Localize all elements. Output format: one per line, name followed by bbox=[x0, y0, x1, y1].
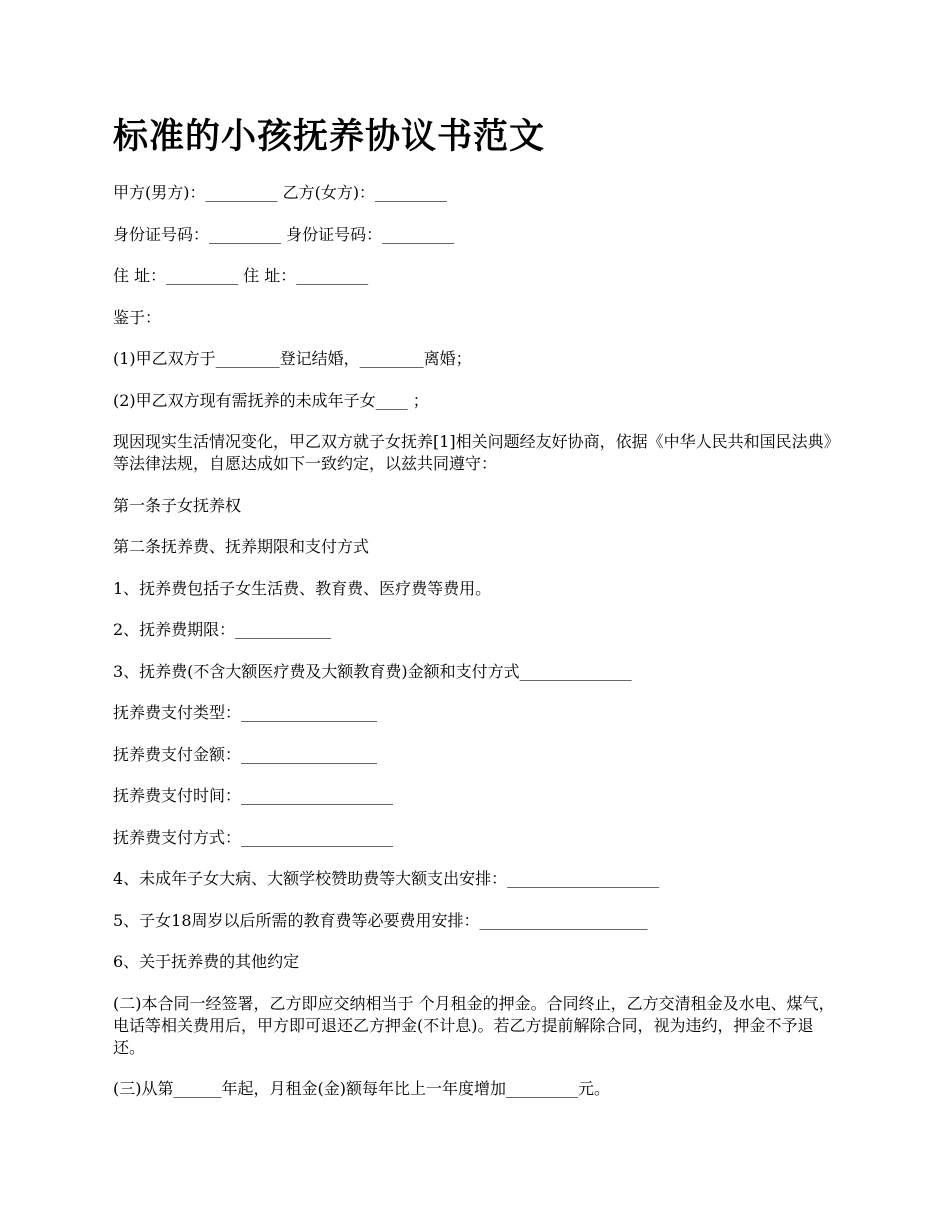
address-line: 住 址：_________ 住 址：_________ bbox=[113, 266, 369, 285]
whereas-item-2: (2)甲乙双方现有需抚养的未成年子女____ ； bbox=[113, 390, 429, 410]
id-number-line: 身份证号码：_________ 身份证号码：_________ bbox=[113, 224, 455, 244]
clause-2: 2、抚养费期限：____________ bbox=[113, 620, 332, 639]
party-names-line: 甲方(男方)：_________ 乙方(女方)：_________ bbox=[113, 183, 448, 202]
document-title: 标准的小孩抚养协议书范文 bbox=[113, 116, 546, 157]
clause-1: 1、抚养费包括子女生活费、教育费、医疗费等费用。 bbox=[113, 578, 492, 598]
preamble-paragraph: 现因现实生活情况变化，甲乙双方就子女抚养[1]相关问题经友好协商，依据《中华人民共和国民法典》等法律法规，自愿达成如下一致约定，以兹共同遵守： bbox=[113, 432, 840, 473]
payment-type-line: 抚养费支付类型：_________________ bbox=[113, 703, 378, 722]
clause-5: 5、子女18周岁以后所需的教育费等必要费用安排：_____________________ bbox=[113, 910, 648, 930]
section-3-paragraph: (三)从第______年起，月租金(金)额每年比上一年度增加_________元。 bbox=[113, 1079, 610, 1098]
whereas-heading: 鉴于： bbox=[113, 307, 162, 327]
payment-amount-line: 抚养费支付金额：_________________ bbox=[113, 744, 378, 764]
section-2-paragraph: (二)本合同一经签署，乙方即应交纳相当于 个月租金的押金。合同终止，乙方交清租金及水电、煤气，电话等相关费用后，甲方即可退还乙方押金(不计息)。若乙方提前解除合同，视为违约，押金不予退还。 bbox=[113, 993, 835, 1057]
clause-3: 3、抚养费(不含大额医疗费及大额教育费)金额和支付方式______________ bbox=[113, 661, 632, 681]
payment-method-line: 抚养费支付方式：___________________ bbox=[113, 827, 394, 847]
whereas-item-1: (1)甲乙双方于________登记结婚，________离婚； bbox=[113, 349, 472, 368]
document-page bbox=[113, 112, 843, 1120]
article-1-heading: 第一条子女抚养权 bbox=[113, 495, 242, 515]
clause-6: 6、关于抚养费的其他约定 bbox=[113, 952, 300, 971]
payment-time-line: 抚养费支付时间：___________________ bbox=[113, 786, 394, 805]
article-2-heading: 第二条抚养费、抚养期限和支付方式 bbox=[113, 537, 370, 556]
clause-4: 4、未成年子女大病、大额学校赞助费等大额支出安排：___________________ bbox=[113, 869, 660, 888]
